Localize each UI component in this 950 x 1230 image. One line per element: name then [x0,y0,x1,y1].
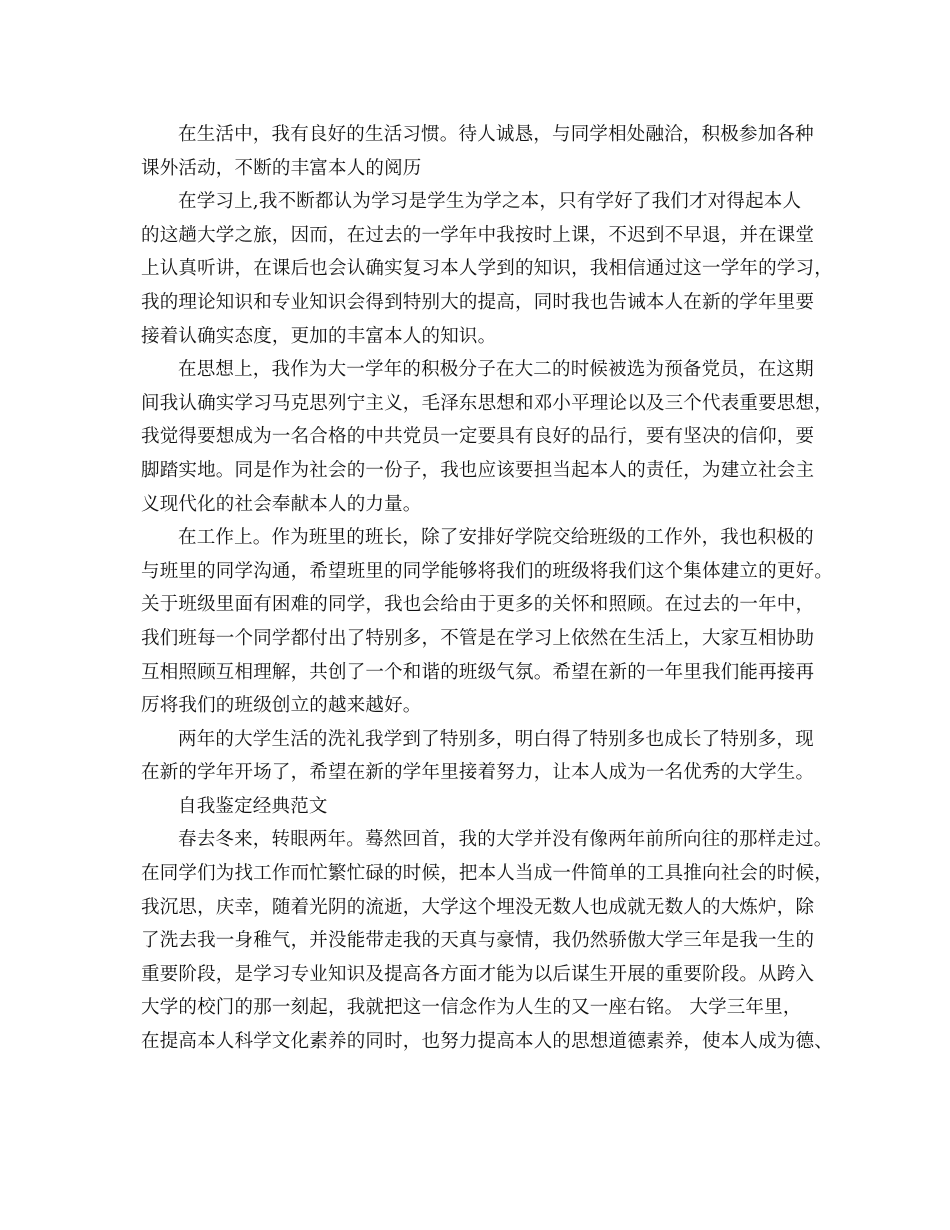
paragraph-line: 义现代化的社会奉献本人的力量。 [141,493,422,515]
paragraph-line: 大学的校门的那一刻起，我就把这一信念作为人生的又一座右铭。 大学三年里， [141,997,802,1019]
paragraph-line: 脚踏实地。同是作为社会的一份子，我也应该要担当起本人的责任，为建立社会主 [141,459,815,481]
paragraph-line: 了洗去我一身稚气，并没能带走我的天真与豪情，我仍然骄傲大学三年是我一生的 [141,930,815,952]
paragraph-line: 我的理论知识和专业知识会得到特别大的提高，同时我也告诫本人在新的学年里要 [141,291,815,313]
paragraph-line: 在同学们为找工作而忙繁忙碌的时候，把本人当成一件简单的工具推向社会的时候， [141,863,833,885]
document-body [0,118,950,1059]
paragraph-line: 春去冬来，转眼两年。蓦然回首，我的大学并没有像两年前所向往的那样走过。 [178,829,833,851]
paragraph-line: 我沉思，庆幸，随着光阴的流逝，大学这个埋没无数人也成就无数人的大炼炉，除 [141,896,815,918]
paragraph-line: 接着认确实态度，更加的丰富本人的知识。 [141,325,497,347]
paragraph-line: 在提高本人科学文化素养的同时，也努力提高本人的思想道德素养，使本人成为德、 [141,1031,833,1053]
paragraph-line: 厉将我们的班级创立的越来越好。 [141,695,422,717]
paragraph-line: 在生活中，我有良好的生活习惯。待人诚恳，与同学相处融洽，积极参加各种 [178,124,814,145]
paragraph-line: 间我认确实学习马克思列宁主义，毛泽东思想和邓小平理论以及三个代表重要思想， [141,392,833,414]
paragraph-line: 课外活动，不断的丰富本人的阅历 [141,157,422,179]
paragraph-line: 上认真听讲，在课后也会认确实复习本人学到的知识，我相信通过这一学年的学习， [141,258,833,280]
section-heading: 自我鉴定经典范文 [178,795,328,817]
paragraph-line: 的这趟大学之旅，因而，在过去的一学年中我按时上课，不迟到不早退，并在课堂 [141,224,815,246]
paragraph-line: 我觉得要想成为一名合格的中共党员一定要具有良好的品行，要有坚决的信仰，要 [141,426,815,448]
paragraph-line: 互相照顾互相理解，共创了一个和谐的班级气氛。希望在新的一年里我们能再接再 [141,661,815,683]
paragraph-line: 我们班每一个同学都付出了特别多，不管是在学习上依然在生活上，大家互相协助 [141,627,815,649]
paragraph-line: 在工作上。作为班里的班长，除了安排好学院交给班级的工作外，我也积极的 [178,527,814,549]
paragraph-line: 与班里的同学沟通，希望班里的同学能够将我们的班级将我们这个集体建立的更好。 [141,560,833,582]
paragraph-line: 重要阶段，是学习专业知识及提高各方面才能为以后谋生开展的重要阶段。从跨入 [141,963,815,985]
paragraph-line: 两年的大学生活的洗礼我学到了特别多，明白得了特别多也成长了特别多，现 [178,728,814,750]
paragraph-line: 关于班级里面有困难的同学，我也会给由于更多的关怀和照顾。在过去的一年中， [141,594,815,616]
paragraph-line: 在新的学年开场了，希望在新的学年里接着努力，让本人成为一名优秀的大学生。 [141,762,815,784]
paragraph-line: 在思想上，我作为大一学年的积极分子在大二的时候被选为预备党员，在这期 [178,359,814,381]
paragraph-line: 在学习上,我不断都认为学习是学生为学之本，只有学好了我们才对得起本人 [178,191,802,213]
